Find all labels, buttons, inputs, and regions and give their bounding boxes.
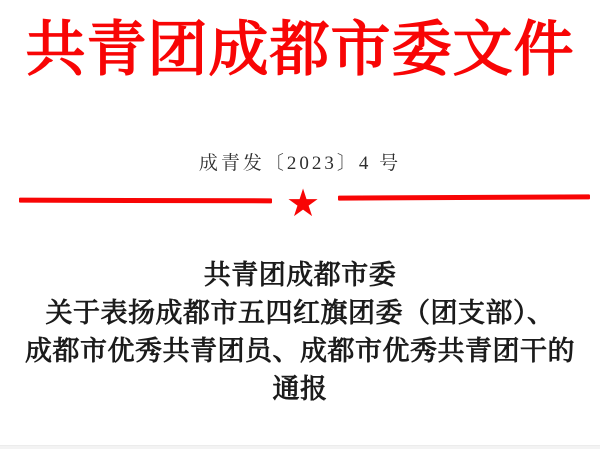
document-title-line-3: 成都市优秀共青团员、成都市优秀共青团干的 bbox=[25, 336, 575, 366]
document-title-line-2: 关于表扬成都市五四红旗团委（团支部）、 bbox=[45, 298, 555, 328]
divider-line-left bbox=[19, 198, 272, 204]
document-title-line-4: 通报 bbox=[272, 374, 328, 404]
document-title-line-1: 共青团成都市委 bbox=[203, 260, 397, 290]
red-star-icon: ★ bbox=[285, 181, 321, 225]
document-title-block bbox=[0, 256, 600, 408]
page-bottom-edge bbox=[0, 445, 600, 449]
document-masthead-title: 共青团成都市委文件 bbox=[25, 17, 575, 83]
document-number: 成青发〔2023〕4 号 bbox=[198, 153, 402, 174]
divider-line-right bbox=[338, 194, 590, 200]
